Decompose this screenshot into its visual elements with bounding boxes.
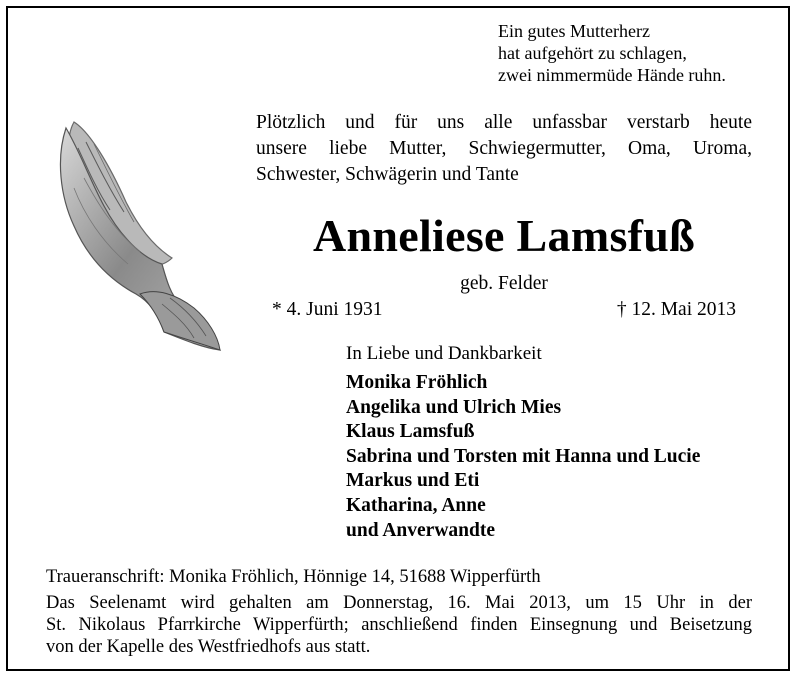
- deceased-name: Anneliese Lamsfuß: [312, 210, 696, 261]
- service-info: [46, 592, 752, 658]
- mourners-intro: In Liebe und Dankbarkeit: [346, 343, 542, 364]
- poem-line: zwei nimmermüde Hände ruhn.: [498, 65, 726, 85]
- mourner-name: und Anverwandte: [346, 519, 495, 541]
- poem-line: Ein gutes Mutterherz: [498, 21, 650, 41]
- intro-line: Plötzlich und für uns alle unfassbar verstarb heute: [256, 112, 752, 133]
- mourner-name: Markus und Eti: [346, 470, 480, 492]
- service-line: von der Kapelle des Westfriedhofs aus statt.: [46, 637, 371, 657]
- mourner-name: Klaus Lamsfuß: [346, 421, 475, 443]
- intro-line: unsere liebe Mutter, Schwiegermutter, Oma, Uroma,: [256, 138, 752, 159]
- mourners-list: [346, 371, 700, 543]
- praying-hands-icon: [44, 118, 224, 354]
- poem: [498, 20, 726, 86]
- mourner-name: Katharina, Anne: [346, 494, 486, 516]
- mourning-address: Traueranschrift: Monika Fröhlich, Hönnige 14, 51688 Wipperfürth: [46, 567, 541, 587]
- service-line: Das Seelenamt wird gehalten am Donnerstag, 16. Mai 2013, um 15 Uhr in der: [46, 593, 752, 613]
- birth-date: * 4. Juni 1931: [272, 299, 383, 320]
- poem-line: hat aufgehört zu schlagen,: [498, 43, 687, 63]
- mourner-name: Monika Fröhlich: [346, 372, 488, 393]
- intro-line: Schwester, Schwägerin und Tante: [256, 164, 519, 185]
- intro-text: [256, 110, 752, 188]
- death-date: † 12. Mai 2013: [616, 299, 736, 320]
- mourner-name: Angelika und Ulrich Mies: [346, 396, 562, 418]
- mourner-name: Sabrina und Torsten mit Hanna und Lucie: [346, 445, 701, 467]
- maiden-name: geb. Felder: [460, 273, 548, 294]
- service-line: St. Nikolaus Pfarrkirche Wipperfürth; anschließend finden Einsegnung und Beisetzung: [46, 615, 752, 635]
